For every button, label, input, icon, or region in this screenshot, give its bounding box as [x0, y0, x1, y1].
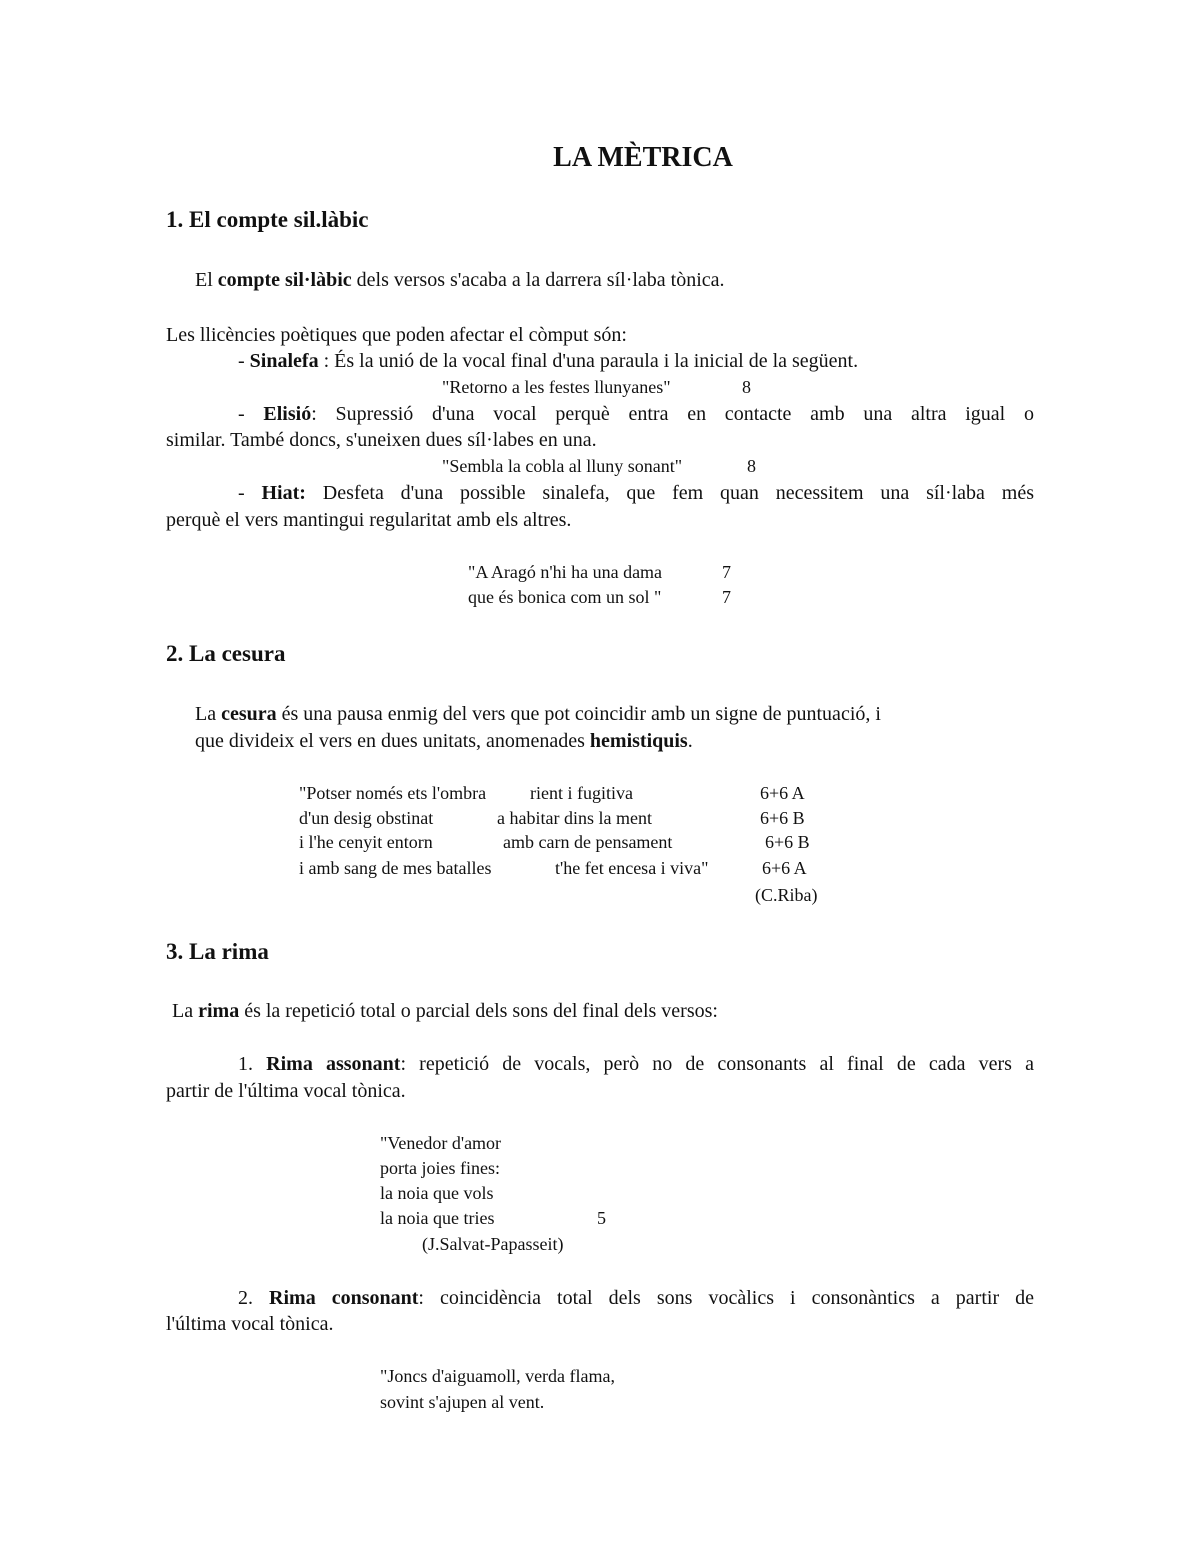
term-hemistiquis: hemistiquis [589, 730, 688, 752]
page-title: LA MÈTRICA [553, 142, 733, 173]
verse-3-hemistich-1: i l'he cenyit entorn [299, 832, 433, 852]
dash: - [238, 403, 264, 425]
rima-consonant-line-1 [238, 1286, 1034, 1310]
rima-assonant-line-2: partir de l'última vocal tònica. [166, 1080, 406, 1102]
term-compte-sillabic: compte sil·làbic [217, 269, 352, 291]
elisio-definition-line-2: similar. També doncs, s'uneixen dues síl·labes en una. [166, 429, 597, 451]
list-number: 2. [238, 1287, 270, 1309]
verse-4-meter: 6+6 A [762, 858, 807, 878]
term-cesura: cesura [221, 703, 277, 725]
verse-1-hemistich-2: rient i fugitiva [530, 783, 633, 803]
sinalefa-example: "Retorno a les festes llunyanes" [442, 377, 671, 397]
list-number: 1. [238, 1053, 267, 1075]
cesura-paragraph-line-1 [195, 702, 881, 726]
poem-author: (J.Salvat-Papasseit) [422, 1234, 564, 1254]
verse-4-hemistich-1: i amb sang de mes batalles [299, 858, 492, 878]
dash: - [238, 482, 262, 504]
sinalefa-definition [238, 349, 858, 373]
hiat-definition-line-1 [238, 481, 1034, 505]
poem-line: porta joies fines: [380, 1158, 500, 1178]
verse-3-meter: 6+6 B [765, 832, 810, 852]
hiat-syllable-count-2: 7 [722, 587, 731, 607]
verse-1-meter: 6+6 A [760, 783, 805, 803]
poem-line: la noia que tries [380, 1208, 495, 1228]
text: : Supressió d'una vocal perquè entra en contacte amb una altra igual o [311, 403, 1034, 425]
poem-syllable-count: 5 [597, 1208, 606, 1228]
term-hiat: Hiat: [261, 482, 306, 504]
hiat-example-line-1: "A Aragó n'hi ha una dama [468, 562, 663, 582]
elisio-syllable-count: 8 [747, 456, 756, 476]
section-3-heading: 3. La rima [166, 939, 269, 964]
elisio-definition-line-1 [238, 402, 1034, 426]
cesura-paragraph-line-2 [195, 729, 693, 753]
text: La [172, 1000, 199, 1022]
verse-1-hemistich-1: "Potser només ets l'ombra [299, 783, 487, 803]
sinalefa-syllable-count: 8 [742, 377, 751, 397]
section-2-heading: 2. La cesura [166, 641, 286, 666]
verse-2-hemistich-1: d'un desig obstinat [299, 808, 434, 828]
verse-3-hemistich-2: amb carn de pensament [503, 832, 673, 852]
text: que divideix el vers en dues unitats, anomenades [195, 730, 590, 752]
text: : coincidència total dels sons vocàlics i consonàntics a partir de [418, 1287, 1035, 1309]
text: dels versos s'acaba a la darrera síl·laba tònica. [351, 269, 725, 291]
text: : repetició de vocals, però no de consonants al final de cada vers a [400, 1053, 1034, 1075]
text: : És la unió de la vocal final d'una paraula i la inicial de la següent. [318, 350, 859, 372]
hiat-definition-line-2: perquè el vers mantingui regularitat amb els altres. [166, 509, 572, 531]
term-elisio: Elisió [263, 403, 312, 425]
verse-2-hemistich-2: a habitar dins la ment [497, 808, 652, 828]
poem-line: "Joncs d'aiguamoll, verda flama, [380, 1366, 616, 1386]
elisio-example: "Sembla la cobla al lluny sonant" [442, 456, 683, 476]
rima-paragraph [172, 999, 718, 1023]
section-1-paragraph [195, 268, 725, 292]
rima-consonant-line-2: l'última vocal tònica. [166, 1313, 334, 1335]
term-rima: rima [198, 1000, 240, 1022]
verse-2-meter: 6+6 B [760, 808, 805, 828]
text: . [687, 730, 693, 752]
verse-4-hemistich-2: t'he fet encesa i viva" [555, 858, 709, 878]
text: El [195, 269, 218, 291]
term-sinalefa: Sinalefa [249, 350, 319, 372]
text: és una pausa enmig del vers que pot coincidir amb un signe de puntuació, i [276, 703, 881, 725]
licences-intro: Les llicències poètiques que poden afectar el còmput són: [166, 324, 627, 346]
poem-author: (C.Riba) [755, 885, 818, 905]
poem-line: "Venedor d'amor [380, 1133, 502, 1153]
poem-line: sovint s'ajupen al vent. [380, 1392, 545, 1412]
dash: - [238, 350, 250, 372]
section-1-heading: 1. El compte sil.làbic [166, 207, 369, 232]
text: és la repetició total o parcial dels sons del final dels versos: [239, 1000, 718, 1022]
text: La [195, 703, 222, 725]
text: Desfeta d'una possible sinalefa, que fem quan necessitem una síl·laba més [305, 482, 1034, 504]
term-rima-consonant: Rima consonant [269, 1287, 419, 1309]
term-rima-assonant: Rima assonant [266, 1053, 401, 1075]
rima-assonant-line-1 [238, 1052, 1034, 1076]
hiat-syllable-count-1: 7 [722, 562, 731, 582]
poem-line: la noia que vols [380, 1183, 494, 1203]
hiat-example-line-2: que és bonica com un sol " [468, 587, 662, 607]
